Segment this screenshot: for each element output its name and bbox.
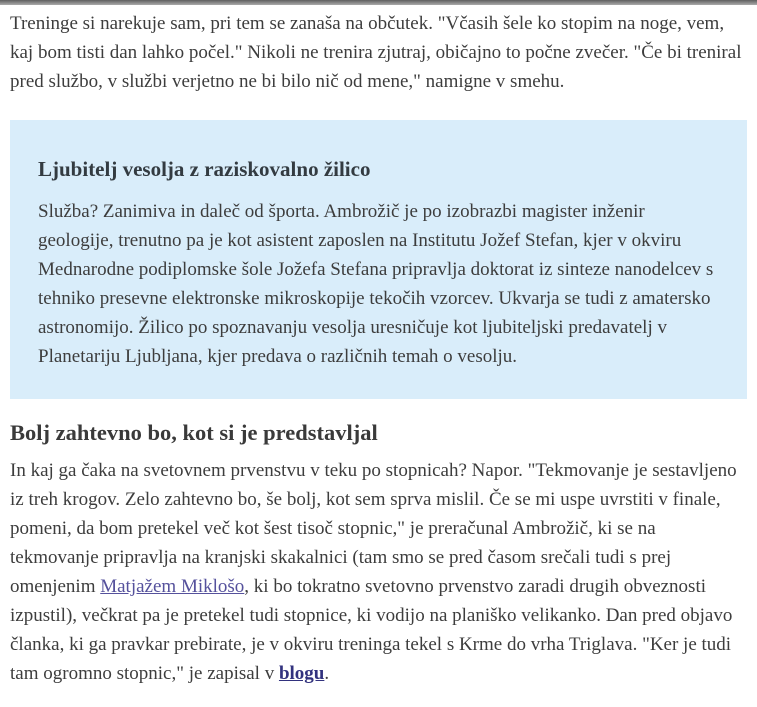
section-paragraph-text-after-link2: . (324, 663, 330, 684)
article-content (0, 5, 757, 688)
section-paragraph-text-between-links: , ki bo tokratno svetovno prvenstvo zaradi drugih obveznosti izpustil), večkrat pa je pretekel tudi stopnice, ki vodijo na planiško velikanko. Dan pred objavo članka, ki ga pravkar prebirate, je v okviru treninga tekel s Krme do vrha Triglava. "Ker je tudi tam ogromno stopnic," je zapisal v (10, 576, 733, 684)
section-paragraph (10, 456, 747, 688)
highlight-box-heading: Ljubitelj vesolja z raziskovalno žilico (38, 157, 371, 181)
link-matjazem-mikloso[interactable]: Matjažem Miklošo (100, 576, 245, 597)
highlight-box (10, 120, 747, 399)
intro-paragraph: Treninge si narekuje sam, pri tem se zanaša na občutek. "Včasih šele ko stopim na noge, vem, kaj bom tisti dan lahko počel." Nikoli ne trenira zjutraj, običajno to počne zvečer. "Če bi treniral pred službo, v službi verjetno ne bi bilo nič od mene," namigne v smehu. (10, 13, 742, 92)
section-paragraph-text-before-link1: In kaj ga čaka na svetovnem prvenstvu v teku po stopnicah? Napor. "Tekmovanje je sestavljeno iz treh krogov. Zelo zahtevno bo, še bolj, kot sem sprva mislil. Če se mi uspe uvrstiti v finale, pomeni, da bom pretekel več kot šest tisoč stopnic," je preračunal Ambrožič, ki se na tekmovanje pripravlja na kranjski skakalnici (tam smo se pred časom srečali tudi s prej omenjenim (10, 460, 737, 597)
highlight-box-paragraph: Služba? Zanimiva in daleč od športa. Ambrožič je po izobrazbi magister inženir geologije, trenutno pa je kot asistent zaposlen na Institutu Jožef Stefan, kjer v okviru Mednarodne podiplomske šole Jožefa Stefana pripravlja doktorat iz sinteze nanodelcev s tehniko presevne elektronske mikroskopije tekočih vzorcev. Ukvarja se tudi z amatersko astronomijo. Žilico po spoznavanju vesolja uresničuje kot ljubiteljski predavatelj v Planetariju Ljubljana, kjer predava o različnih temah o vesolju. (38, 201, 714, 367)
section-heading: Bolj zahtevno bo, kot si je predstavljal (10, 420, 378, 445)
link-blog[interactable]: blogu (278, 663, 325, 684)
